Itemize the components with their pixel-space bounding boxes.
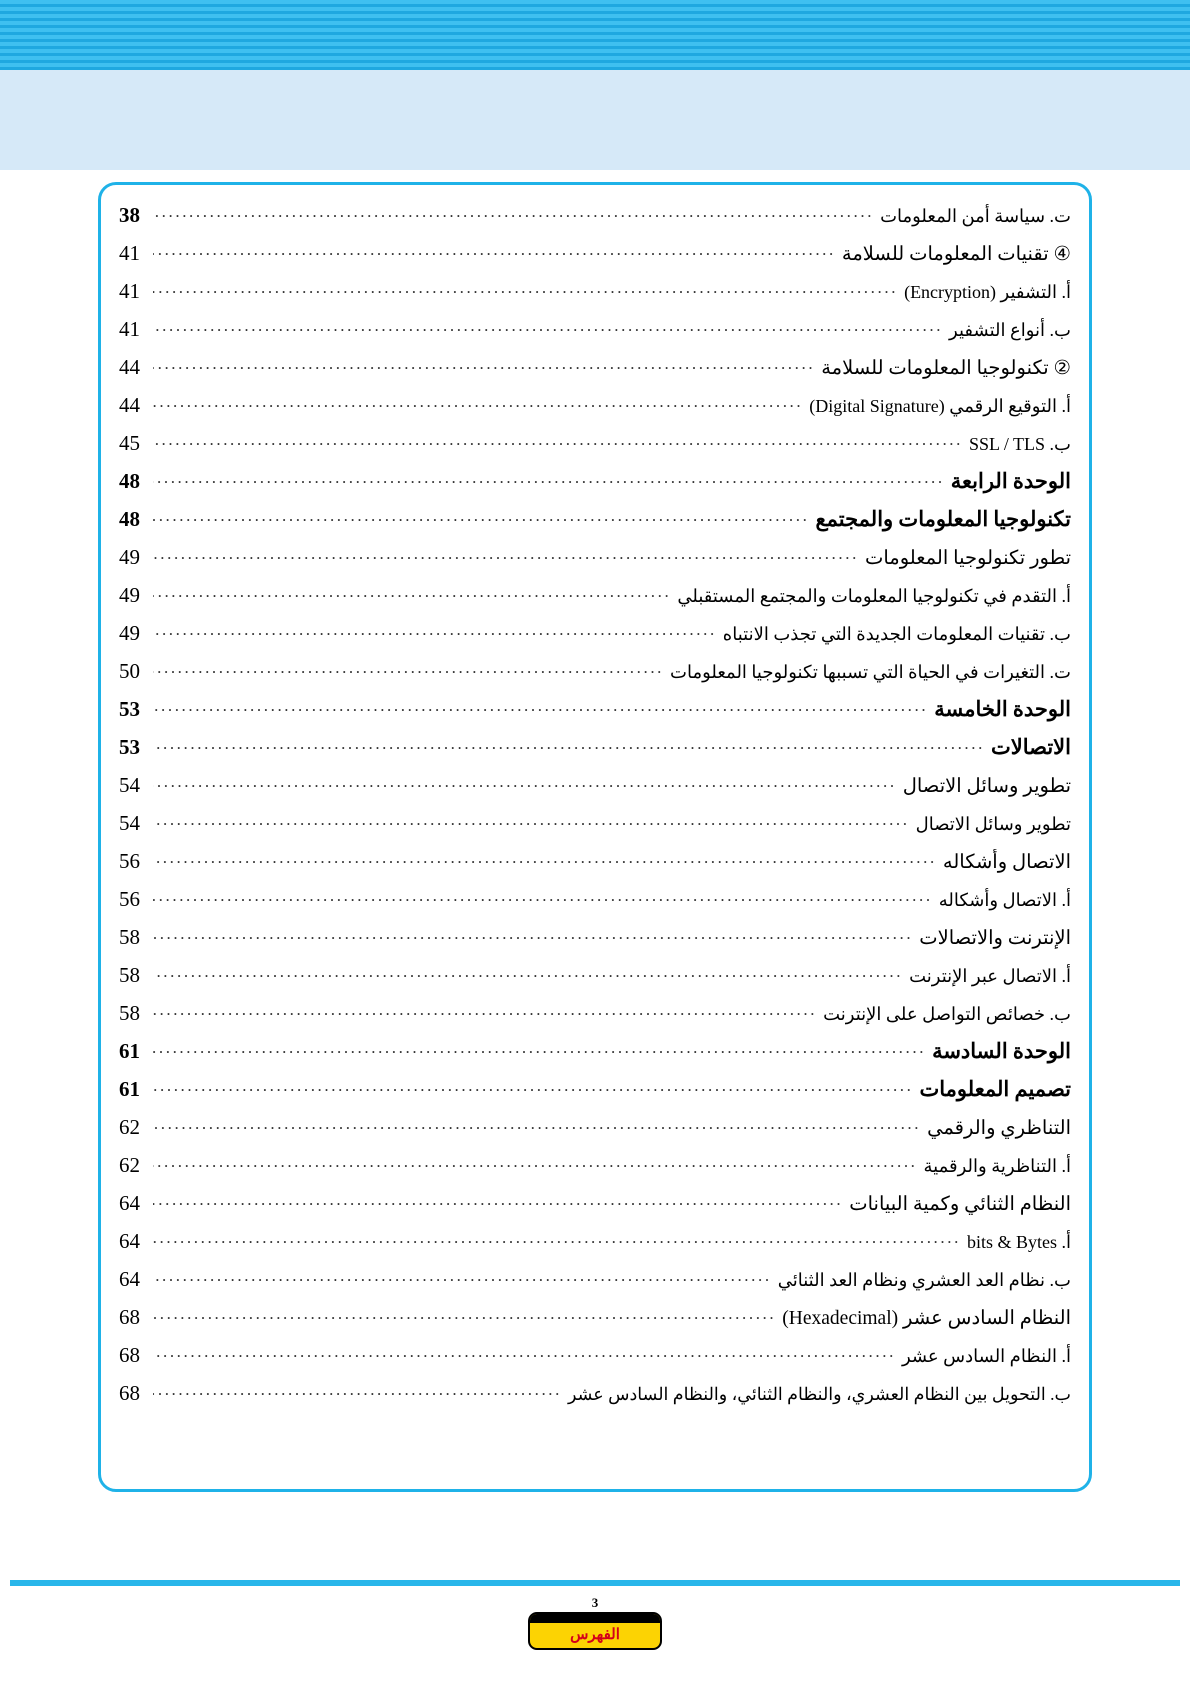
toc-leader-dots <box>153 662 664 678</box>
toc-leader-dots <box>153 1232 961 1248</box>
toc-entry[interactable] <box>119 583 1071 621</box>
toc-entry-page-number: 68 <box>119 1305 140 1329</box>
toc-entry-title: أ. التناظرية والرقمية <box>923 1156 1071 1176</box>
toc-entry[interactable] <box>119 203 1071 241</box>
toc-entry-title: تكنولوجيا المعلومات والمجتمع <box>815 507 1071 531</box>
toc-leader-dots <box>153 472 945 488</box>
toc-entry-title: أ. bits & Bytes <box>966 1232 1071 1252</box>
toc-entry[interactable] <box>119 659 1071 697</box>
toc-leader-dots <box>153 282 898 298</box>
toc-entry-title: ت. سياسة أمن المعلومات <box>880 206 1071 226</box>
toc-entry-page-number: 53 <box>119 735 140 759</box>
toc-entry-page-number: 56 <box>119 849 140 873</box>
toc-entry[interactable] <box>119 849 1071 887</box>
toc-entry[interactable] <box>119 431 1071 469</box>
toc-entry[interactable] <box>119 1115 1071 1153</box>
toc-entry-page-number: 50 <box>119 659 140 683</box>
toc-entry-page-number: 61 <box>119 1039 140 1063</box>
toc-entry[interactable] <box>119 1381 1071 1419</box>
toc-entry-page-number: 68 <box>119 1343 140 1367</box>
toc-entry-title: الاتصال وأشكاله <box>942 852 1071 873</box>
toc-entry[interactable] <box>119 1343 1071 1381</box>
toc-entry-title: الاتصالات <box>990 735 1071 759</box>
toc-entry[interactable] <box>119 925 1071 963</box>
toc-leader-dots <box>153 586 671 602</box>
toc-entry[interactable] <box>119 279 1071 317</box>
toc-entry-page-number: 58 <box>119 1001 140 1025</box>
toc-leader-dots <box>153 244 836 260</box>
page-header-decoration <box>0 0 1190 170</box>
toc-entry-page-number: 64 <box>119 1229 140 1253</box>
toc-entry-title: النظام الثنائي وكمية البيانات <box>849 1194 1071 1215</box>
toc-entry-page-number: 41 <box>119 241 140 265</box>
toc-entry-title: تطوير وسائل الاتصال <box>902 776 1071 797</box>
toc-entry-title: ب. خصائص التواصل على الإنترنت <box>823 1004 1071 1024</box>
toc-leader-dots <box>153 624 717 640</box>
footer-divider-rule <box>10 1580 1180 1586</box>
toc-entry[interactable] <box>119 241 1071 279</box>
toc-entry-page-number: 62 <box>119 1153 140 1177</box>
toc-entry-page-number: 54 <box>119 773 140 797</box>
toc-entry-title: الوحدة الرابعة <box>950 469 1071 493</box>
toc-entry[interactable] <box>119 963 1071 1001</box>
toc-leader-dots <box>153 738 985 754</box>
index-badge-shape <box>528 1612 662 1650</box>
toc-leader-dots <box>153 852 937 868</box>
toc-entry-page-number: 64 <box>119 1267 140 1291</box>
toc-leader-dots <box>153 890 933 906</box>
toc-leader-dots <box>153 510 809 526</box>
toc-leader-dots <box>153 1194 843 1210</box>
toc-leader-dots <box>153 206 874 222</box>
index-badge[interactable] <box>528 1612 662 1650</box>
toc-entry-page-number: 61 <box>119 1077 140 1101</box>
toc-leader-dots <box>153 358 815 374</box>
toc-entry-title: أ. التوقيع الرقمي (Digital Signature) <box>809 396 1071 416</box>
toc-entry[interactable] <box>119 1153 1071 1191</box>
toc-entry-title: أ. الاتصال عبر الإنترنت <box>909 966 1071 986</box>
toc-leader-dots <box>153 1270 772 1286</box>
toc-leader-dots <box>153 434 963 450</box>
toc-entry[interactable] <box>119 1077 1071 1115</box>
toc-entry-title: الوحدة السادسة <box>932 1039 1071 1063</box>
toc-leader-dots <box>153 548 859 564</box>
toc-leader-dots <box>153 1384 562 1400</box>
toc-entry-page-number: 41 <box>119 317 140 341</box>
header-stripe-pattern <box>0 0 1190 70</box>
toc-leader-dots <box>153 700 928 716</box>
toc-entry-title: تصميم المعلومات <box>919 1077 1071 1101</box>
toc-leader-dots <box>153 320 943 336</box>
toc-entry[interactable] <box>119 393 1071 431</box>
toc-entry[interactable] <box>119 545 1071 583</box>
toc-leader-dots <box>153 1118 921 1134</box>
toc-leader-dots <box>153 776 897 792</box>
toc-entry-page-number: 62 <box>119 1115 140 1139</box>
toc-entry[interactable] <box>119 469 1071 507</box>
toc-entry[interactable] <box>119 317 1071 355</box>
toc-leader-dots <box>153 1156 918 1172</box>
toc-entry-title: الإنترنت والاتصالات <box>919 928 1071 949</box>
toc-entry-title: أ. النظام السادس عشر <box>901 1346 1071 1366</box>
toc-entry-page-number: 48 <box>119 507 140 531</box>
toc-entry-page-number: 58 <box>119 963 140 987</box>
toc-entry-page-number: 38 <box>119 203 140 227</box>
toc-entry[interactable] <box>119 1305 1071 1343</box>
toc-entry-page-number: 56 <box>119 887 140 911</box>
toc-entry-title: ب. SSL / TLS <box>969 434 1071 454</box>
toc-leader-dots <box>153 1346 896 1362</box>
toc-entry-title: أ. الاتصال وأشكاله <box>938 890 1071 910</box>
toc-entry[interactable] <box>119 887 1071 925</box>
toc-entry-title: الوحدة الخامسة <box>934 697 1071 721</box>
toc-entry-page-number: 44 <box>119 355 140 379</box>
toc-entry[interactable] <box>119 621 1071 659</box>
toc-entry[interactable] <box>119 735 1071 773</box>
toc-entry-page-number: 68 <box>119 1381 140 1405</box>
toc-entry-title: أ. التقدم في تكنولوجيا المعلومات والمجتمع المستقبلي <box>677 586 1071 606</box>
toc-entry-page-number: 48 <box>119 469 140 493</box>
toc-entry-title: ب. أنواع التشفير <box>949 320 1071 340</box>
toc-leader-dots <box>153 1080 914 1096</box>
toc-entry-title: أ. التشفير (Encryption) <box>904 282 1071 302</box>
toc-entry-title: التناظري والرقمي <box>927 1118 1071 1139</box>
toc-entry-title: ب. التحويل بين النظام العشري، والنظام الثنائي، والنظام السادس عشر <box>568 1384 1071 1404</box>
toc-leader-dots <box>153 928 913 944</box>
toc-entry-title: ب. تقنيات المعلومات الجديدة التي تجذب الانتباه <box>722 624 1071 644</box>
toc-entry-page-number: 49 <box>119 621 140 645</box>
page-number: 3 <box>591 1595 599 1610</box>
toc-entry[interactable] <box>119 355 1071 393</box>
toc-entry-title: ت. التغيرات في الحياة التي تسببها تكنولوجيا المعلومات <box>670 662 1071 682</box>
toc-entry-page-number: 44 <box>119 393 140 417</box>
toc-entry-title: ④ تقنيات المعلومات للسلامة <box>841 244 1071 265</box>
toc-entry-title: النظام السادس عشر (Hexadecimal) <box>782 1308 1071 1329</box>
table-of-contents-list <box>119 203 1071 1471</box>
toc-entry[interactable] <box>119 1267 1071 1305</box>
index-badge-top-cap <box>530 1614 660 1623</box>
toc-entry[interactable] <box>119 1001 1071 1039</box>
toc-entry-title: ② تكنولوجيا المعلومات للسلامة <box>821 358 1071 379</box>
index-badge-label: الفهرس <box>570 1626 620 1643</box>
toc-entry-title: ب. نظام العد العشري ونظام العد الثنائي <box>777 1270 1071 1290</box>
toc-entry-title: تطوير وسائل الاتصال <box>915 814 1071 834</box>
toc-entry[interactable] <box>119 811 1071 849</box>
toc-entry[interactable] <box>119 1039 1071 1077</box>
table-of-contents-box <box>98 182 1092 1492</box>
toc-leader-dots <box>153 1004 817 1020</box>
toc-entry-page-number: 64 <box>119 1191 140 1215</box>
toc-entry-page-number: 49 <box>119 545 140 569</box>
header-color-band <box>0 70 1190 170</box>
toc-entry-page-number: 54 <box>119 811 140 835</box>
page-footer <box>0 1596 1190 1655</box>
toc-entry-page-number: 45 <box>119 431 140 455</box>
toc-entry-page-number: 58 <box>119 925 140 949</box>
toc-leader-dots <box>153 1308 776 1324</box>
toc-entry-title: تطور تكنولوجيا المعلومات <box>864 548 1071 569</box>
toc-leader-dots <box>153 396 803 412</box>
toc-entry[interactable] <box>119 1229 1071 1267</box>
toc-entry[interactable] <box>119 1191 1071 1229</box>
toc-entry-page-number: 49 <box>119 583 140 607</box>
toc-entry-page-number: 53 <box>119 697 140 721</box>
toc-leader-dots <box>153 1042 926 1058</box>
toc-entry-page-number: 41 <box>119 279 140 303</box>
toc-leader-dots <box>153 966 903 982</box>
toc-entry[interactable] <box>119 507 1071 545</box>
toc-entry[interactable] <box>119 773 1071 811</box>
toc-entry[interactable] <box>119 697 1071 735</box>
toc-leader-dots <box>153 814 910 830</box>
